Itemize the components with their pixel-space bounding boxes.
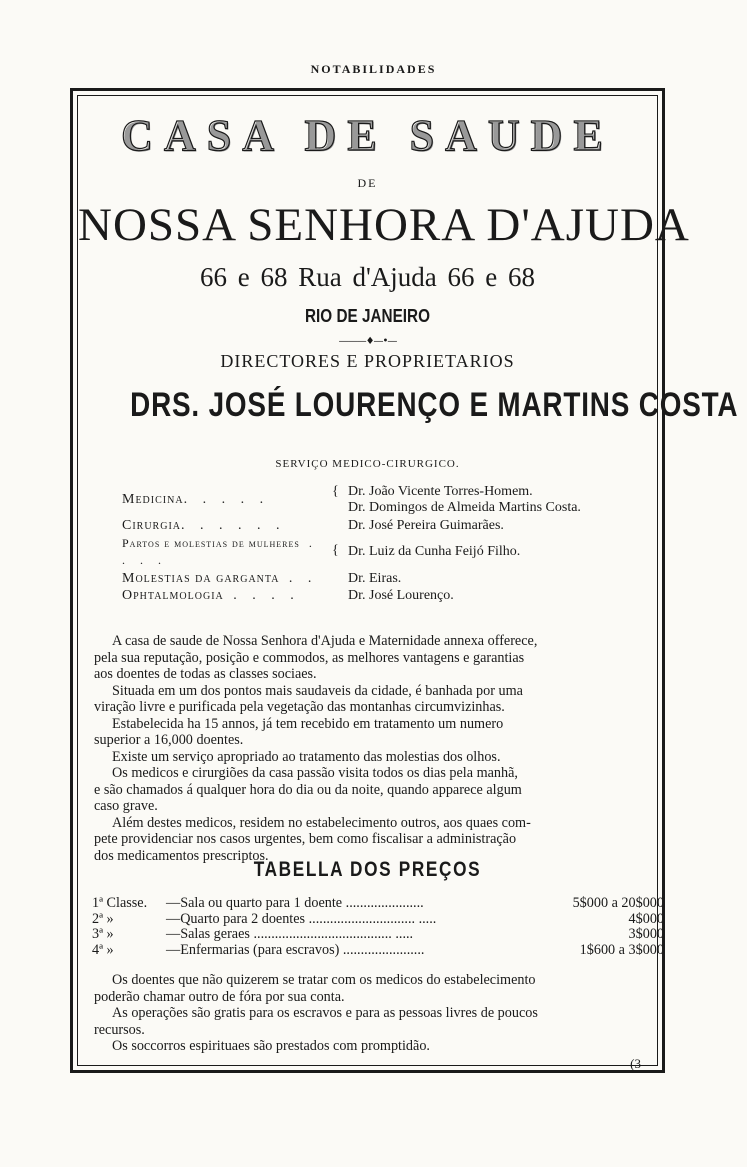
specialty: Medicina. . . . . (122, 492, 270, 507)
ornament-divider: ———♦—•— (338, 336, 397, 347)
price-table-title: TABELLA DOS PREÇOS (253, 858, 482, 881)
price-table (92, 896, 664, 958)
staff-row (122, 588, 662, 605)
advertisement-frame (70, 88, 739, 1073)
price-row: 1ª Classe. —Sala ou quarto para 1 doente ...................... 5$000 a 20$000 (92, 895, 664, 911)
description-text (94, 633, 664, 864)
address: 66 e 68 Rua d'Ajuda 66 e 68 (199, 262, 536, 292)
doctor: Dr. Domingos de Almeida Martins Costa. (348, 500, 581, 515)
doctor: Dr. João Vicente Torres-Homem. (348, 484, 533, 499)
staff-row (122, 518, 662, 535)
city: RIO DE JANEIRO (305, 306, 430, 326)
ad-title: CASA DE SAUDE (121, 111, 614, 160)
specialty: Cirurgia. . . . . . (122, 518, 286, 533)
doctor: Dr. José Lourenço. (348, 588, 454, 603)
paragraph: Situada em um dos pontos mais saudaveis da cidade, é banhada por uma viração livre e purificada pela vegetação das montanhas circumvizinhas. (94, 682, 523, 715)
doctor: Dr. Eiras. (348, 571, 402, 586)
page-number: (3 (630, 1056, 641, 1071)
price-row: 4ª » —Enfermarias (para escravos) ....................... 1$600 a 3$000 (92, 941, 664, 958)
notes-text (94, 972, 664, 1055)
price-value: 1$600 a 3$000 (579, 941, 664, 958)
note: Os doentes que não quizerem se tratar com os medicos do estabelecimento poderão chamar outro de fóra por sua conta. (94, 972, 536, 1005)
directors-label: DIRECTORES E PROPRIETARIOS (220, 351, 515, 371)
paragraph: Além destes medicos, residem no estabelecimento outros, aos quaes com- pete providenciar nos casos urgentes, bem como fiscalisar a administração dos medicamentos prescriptos. (94, 814, 531, 864)
price-row: 2ª » —Quarto para 2 doentes .............................. ..... 4$000 (92, 910, 664, 927)
staff-row (122, 571, 662, 588)
price-value: 5$000 a 20$000 (572, 895, 664, 911)
directors-names: DRS. JOSÉ LOURENÇO E MARTINS COSTA (130, 386, 739, 424)
price-row: 3ª » —Salas geraes ....................................... ..... 3$000 (92, 926, 664, 942)
staff-row: Medicina. . . . . { Dr. João Vicente Torres-Homem. Dr. Domingos de Almeida Martins Costa. (122, 484, 581, 515)
doctor: Dr. Luiz da Cunha Feijó Filho. (348, 544, 521, 559)
service-title: SERVIÇO MEDICO-CIRURGICO. (275, 458, 460, 470)
frame-inner-border (77, 95, 739, 1071)
paragraph: Estabelecida ha 15 annos, já tem recebido em tratamento um numero superior a 16,000 doentes. (94, 715, 504, 748)
specialty: Ophtalmologia . . . . (122, 588, 300, 603)
note: Os soccorros espirituaes são prestados com promptidão. (112, 1038, 430, 1054)
specialty: Molestias da garganta . . (122, 571, 318, 586)
staff-row: Partos e molestias de mulheres . . . . { Dr. Luiz da Cunha Feijó Filho. (122, 536, 521, 567)
paragraph: Os medicos e cirurgiões da casa passão visita todos os dias pela manhã, e são chamados á qualquer hora do dia ou da noite, quando apparece algum caso grave. (94, 765, 522, 814)
price-value: 3$000 (628, 926, 664, 942)
running-head: NOTABILIDADES (310, 62, 437, 76)
ad-de: DE (357, 176, 378, 190)
staff-list (122, 484, 662, 605)
institution-name: NOSSA SENHORA D'AJUDA (78, 199, 690, 251)
paragraph: A casa de saude de Nossa Senhora d'Ajuda e Maternidade annexa offerece, pela sua reputação, posição e commodos, as melhores vantagens e garantias aos doentes de todas as classes sociaes. (94, 633, 538, 682)
doctor: Dr. José Pereira Guimarães. (348, 518, 504, 533)
specialty: Partos e molestias de mulheres . . . . (122, 536, 318, 567)
note: As operações são gratis para os escravos e para as pessoas livres de poucos recursos. (94, 1005, 538, 1038)
paragraph: Existe um serviço apropriado ao tratamento das molestias dos olhos. (112, 748, 501, 765)
price-value: 4$000 (628, 910, 664, 927)
